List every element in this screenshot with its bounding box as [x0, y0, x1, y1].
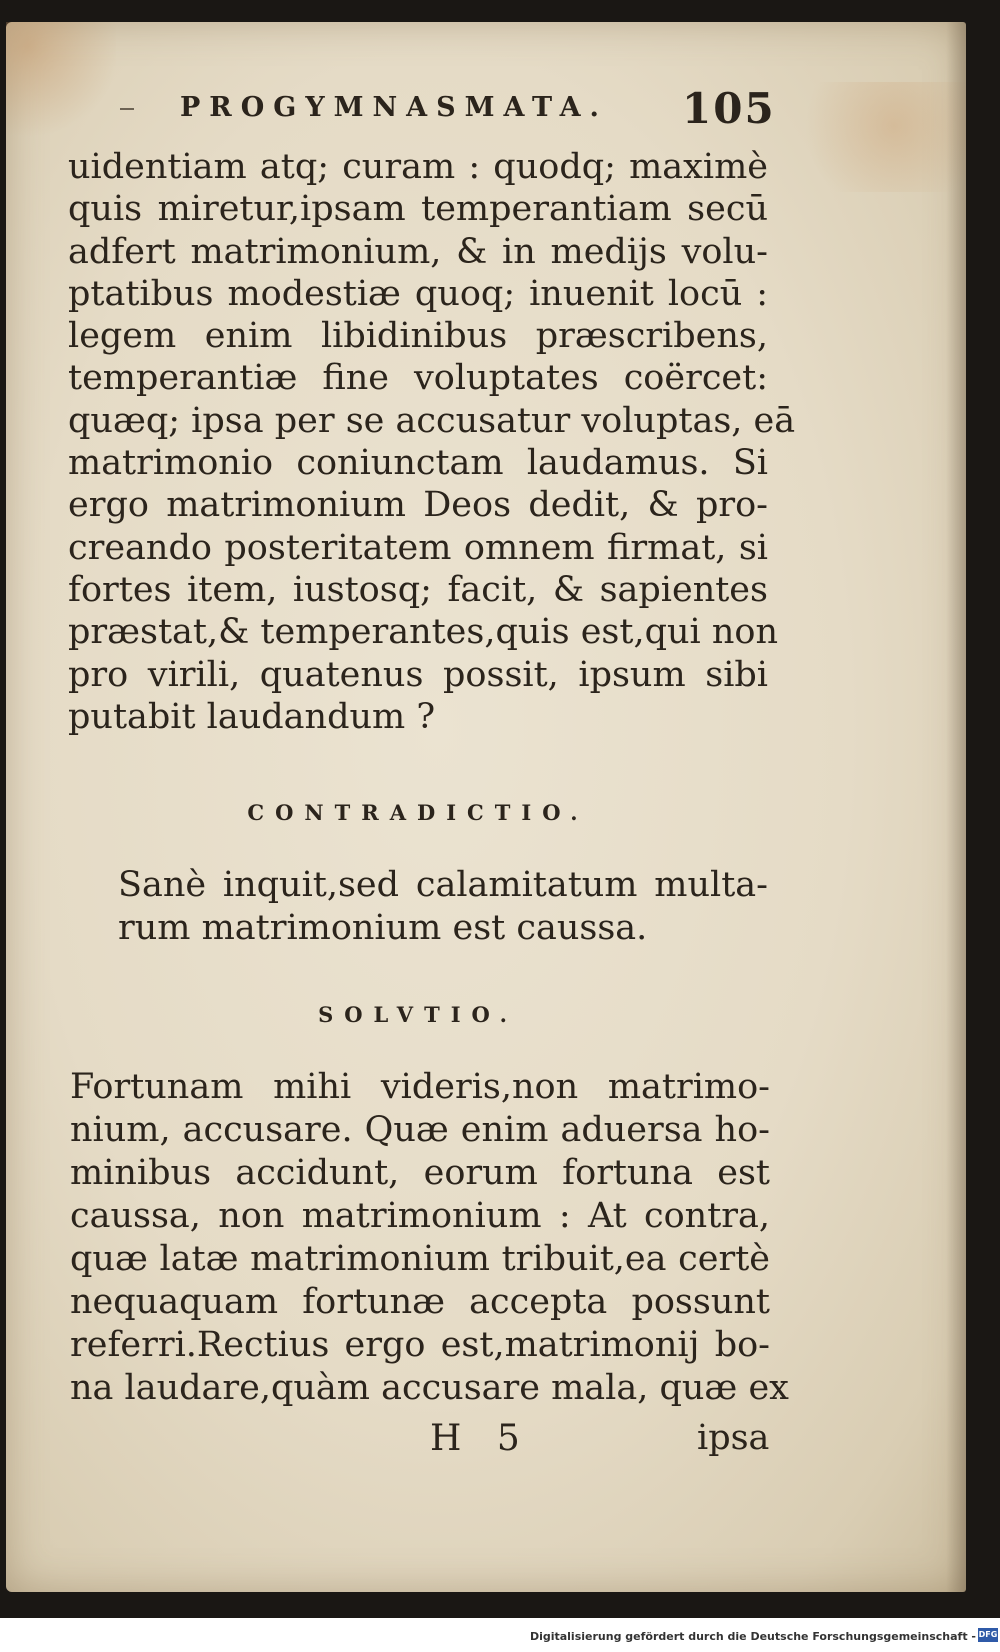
text-line: legem enim libidinibus præscribens, [68, 316, 768, 357]
text-line: nequaquam fortunæ accepta possunt [70, 1282, 770, 1322]
text-line: Sanè inquit,sed calamitatum multa- [118, 865, 768, 905]
text-line: creando posteritatem omnem firmat, si [68, 527, 768, 568]
text-line: quæ latæ matrimonium tribuit,ea certè [70, 1239, 770, 1279]
digitization-credit: Digitalisierung gefördert durch die Deutsche Forschungsgemeinschaft - [529, 1630, 976, 1643]
dfg-logo: DFG [978, 1628, 998, 1642]
text-line: quæq; ipsa per se accusatur voluptas, eā [68, 400, 796, 441]
text-line: caussa, non matrimonium : At contra, [70, 1196, 770, 1236]
text-line: temperantiæ fine voluptates coërcet: [68, 358, 768, 399]
running-head-dash [120, 108, 134, 110]
running-head [120, 86, 900, 138]
text-line: ptatibus modestiæ quoq; inuenit locū : [68, 273, 768, 314]
section-heading-contradictio: CONTRADICTIO. [247, 800, 589, 825]
text-line: nium, accusare. Quæ enim aduersa ho- [70, 1110, 770, 1150]
text-line: fortes item, iustosq; facit, & sapientes [68, 569, 768, 610]
text-line: referri.Rectius ergo est,matrimonij bo- [70, 1325, 770, 1365]
text-line: minibus accidunt, eorum fortuna est [70, 1153, 770, 1193]
text-line: na laudare,quàm accusare mala, quæ ex [70, 1368, 789, 1408]
digitization-credit-bar [0, 1618, 1000, 1652]
text-line: rum matrimonium est caussa. [118, 908, 648, 948]
text-line: ergo matrimonium Deos dedit, & pro- [68, 485, 768, 526]
text-line: quis miretur,ipsam temperantiam secū [68, 189, 768, 230]
section-heading-solutio: SOLVTIO. [318, 1002, 518, 1027]
text-line: Fortunam mihi videris,non matrimo- [70, 1067, 770, 1107]
text-line: matrimonio coniunctam laudamus. Si [68, 443, 768, 484]
running-head-title: PROGYMNASMATA. [180, 92, 608, 123]
signature-mark: H 5 [430, 1418, 532, 1459]
page-number: 105 [682, 84, 776, 133]
text-line: putabit laudandum ? [68, 696, 436, 737]
text-line: adfert matrimonium, & in medijs volu- [68, 231, 768, 272]
text-line: uidentiam atq; curam : quodq; maximè [68, 147, 768, 187]
body-paragraph [68, 146, 796, 738]
contradictio-paragraph [118, 864, 768, 950]
catchword: ipsa [697, 1418, 770, 1458]
text-line: præstat,& temperantes,quis est,qui non [68, 612, 778, 653]
solutio-paragraph [70, 1066, 789, 1410]
paper-stain [6, 22, 116, 142]
page-edge-shadow [946, 22, 966, 1592]
text-line: pro virili, quatenus possit, ipsum sibi [68, 654, 768, 695]
